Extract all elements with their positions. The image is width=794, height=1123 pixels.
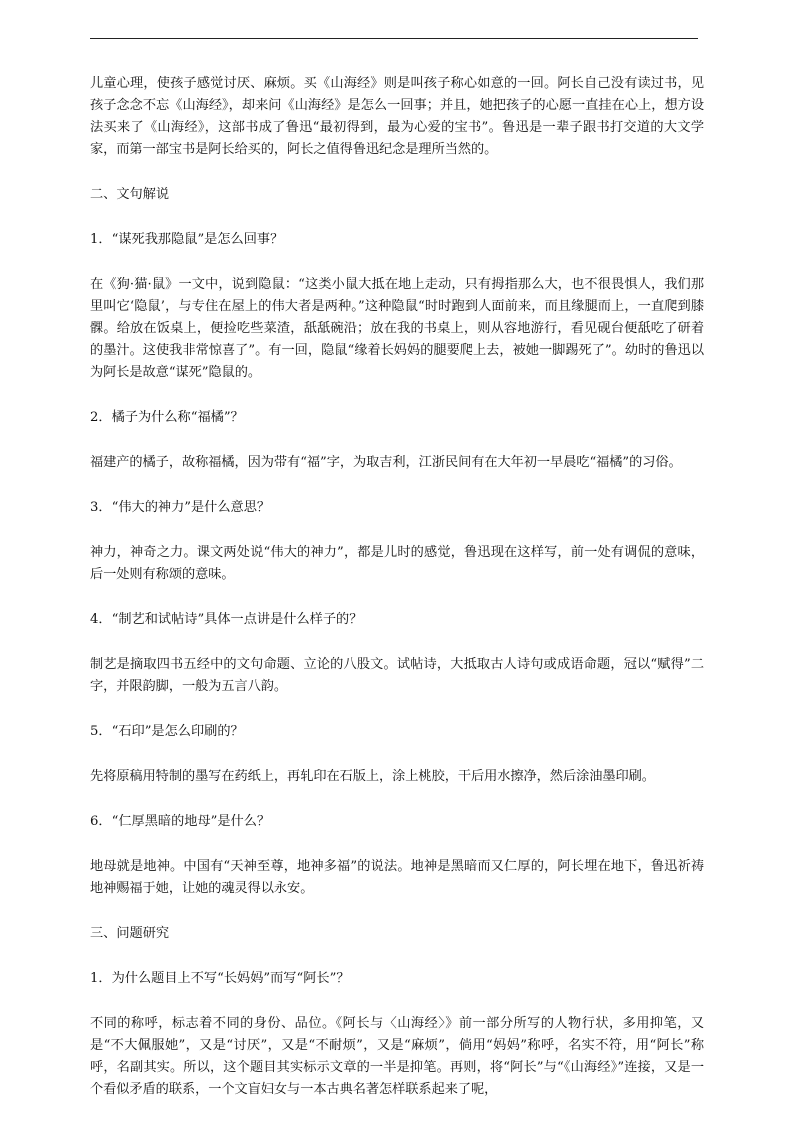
question-3-great-power: 3．“伟大的神力”是什么意思？ [90,500,271,515]
question-2-fu-orange: 2．橘子为什么称“福橘”？ [90,410,244,425]
answer-3-great-power: 神力，神奇之力。课文两处说“伟大的神力”，都是儿时的感觉，鲁迅现在这样写，前一处有调侃的意味，后一处则有称颂的意味。 [90,545,704,582]
header-rule [90,38,698,39]
section-heading-sentence-explanation: 二、文句解说 [90,187,170,202]
question-1-hidden-mouse: 1．“谋死我那隐鼠”是怎么回事？ [90,232,284,247]
answer-4-eight-legged-essay: 制艺是摘取四书五经中的文句命题、立论的八股文。试帖诗，大抵取古人诗句或成语命题，冠以“赋得”二字，并限韵脚，一般为五言八韵。 [90,657,704,694]
research-question-1-title: 1．为什么题目上不写“长妈妈”而写“阿长”？ [90,971,350,986]
question-5-lithography: 5．“石印”是怎么印刷的？ [90,724,244,739]
answer-1-hidden-mouse: 在《狗·猫·鼠》一文中，说到隐鼠：“这类小鼠大抵在地上走动，只有拇指那么大，也不很畏惧人，我们那里叫它‘隐鼠’，与专住在屋上的伟大者是两种。”这种隐鼠“时时跑到人面前来，而且缘腿而上，一直爬到膝髁。给放在饭桌上，便捡吃些菜渣，舐舐碗沿；放在我的书桌上，则从容地游行，看见砚台便舐吃了研着的墨汁。这使我非常惊喜了”。有一回，隐鼠“缘着长妈妈的腿要爬上去，被她一脚踢死了”。幼时的鲁迅以为阿长是故意“谋死”隐鼠的。 [90,277,704,380]
answer-5-lithography: 先将原稿用特制的墨写在药纸上，再轧印在石版上，涂上桃胶，干后用水擦净，然后涂油墨印刷。 [90,769,655,784]
document-body [90,73,704,1101]
research-answer-1-title: 不同的称呼，标志着不同的身份、品位。《阿长与〈山海经〉》前一部分所写的人物行状，多用抑笔，又是“不大佩服她”，又是“讨厌”，又是“不耐烦”，又是“麻烦”，倘用“妈妈”称呼，名实不符，用“阿长”称呼，名副其实。所以，这个题目其实标示文章的一半是抑笔。再则，将“阿长”与“《山海经》”连接，又是一个看似矛盾的联系，一个文盲妇女与一本古典名著怎样联系起来了呢， [90,1016,704,1097]
paragraph-ah-chang-and-book: 儿童心理，使孩子感觉讨厌、麻烦。买《山海经》则是叫孩子称心如意的一回。阿长自己没有读过书，见孩子念念不忘《山海经》，却来问《山海经》是怎么一回事；并且，她把孩子的心愿一直挂在心上，想方设法买来了《山海经》，这部书成了鲁迅“最初得到，最为心爱的宝书”。鲁迅是一辈子跟书打交道的大文学家，而第一部宝书是阿长给买的，阿长之值得鲁迅纪念是理所当然的。 [90,76,704,157]
question-4-eight-legged-essay: 4．“制艺和试帖诗”具体一点讲是什么样子的？ [90,612,363,627]
answer-2-fu-orange: 福建产的橘子，故称福橘，因为带有“福”字，为取吉利，江浙民间有在大年初一早晨吃“福橘”的习俗。 [90,455,682,470]
section-heading-problem-research: 三、问题研究 [90,926,170,941]
answer-6-earth-mother: 地母就是地神。中国有“天神至尊，地神多福”的说法。地神是黑暗而又仁厚的，阿长埋在地下，鲁迅祈祷地神赐福于她，让她的魂灵得以永安。 [90,859,704,896]
question-6-earth-mother: 6．“仁厚黑暗的地母”是什么？ [90,814,271,829]
